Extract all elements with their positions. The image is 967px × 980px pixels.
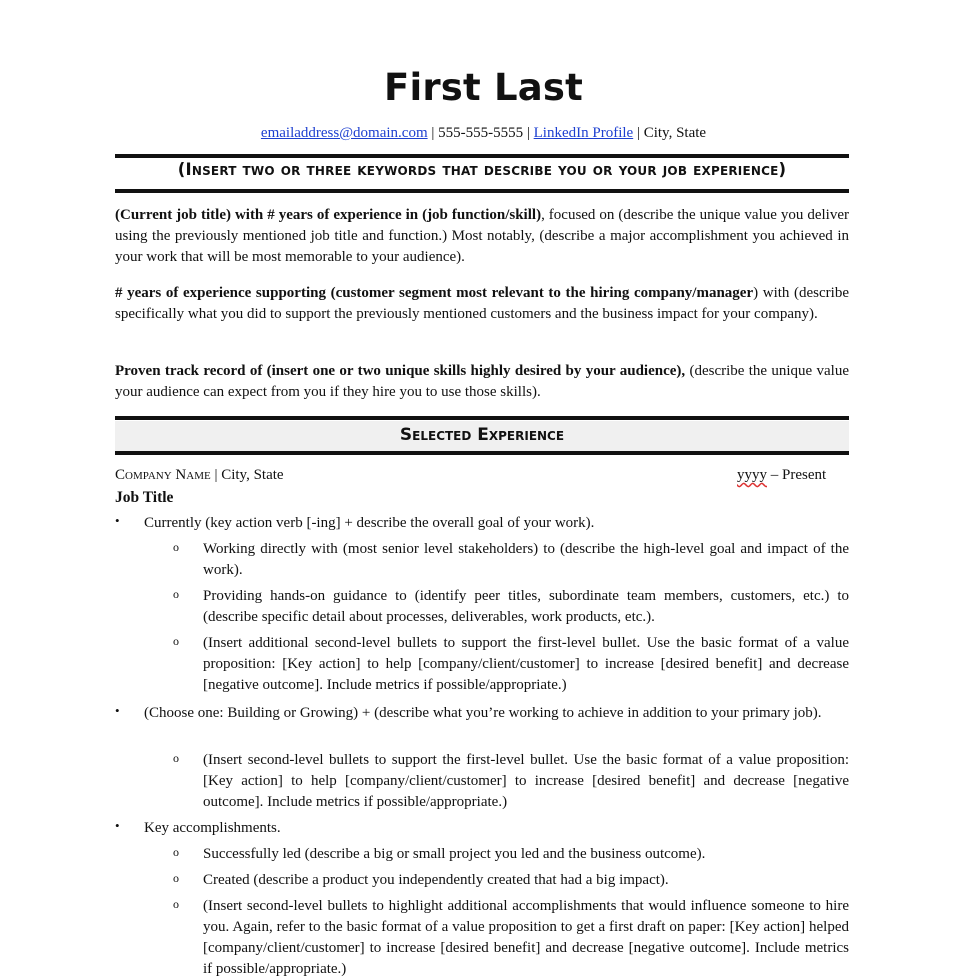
summary-text: ) with (describe specifically what you did to support the previously mentioned customers and the business impact for your company). (115, 285, 849, 322)
sub-bullet-marker: o (173, 587, 179, 601)
summary-paragraph (115, 283, 849, 325)
sub-bullet-marker: o (173, 871, 179, 885)
bullet-item: Currently (key action verb [-ing] + describe the overall goal of your work). (144, 515, 595, 531)
bullet-marker: • (115, 703, 120, 718)
sub-bullet-item: (Insert second-level bullets to highlight additional accomplishments that would influence someone to hire you. Again, refer to the basic format of a value proposition to get a first draft on paper: [Key action] helped [company/client/customer] to increase [desired benefit] and decrease [negative outcome]. Include metrics if possible/appropriate.) (203, 898, 849, 977)
separator: | (214, 467, 218, 483)
summary-paragraph (115, 205, 849, 268)
linkedin-link[interactable]: LinkedIn Profile (533, 125, 634, 141)
sub-bullet-item: Created (describe a product you independently created that had a big impact). (203, 872, 669, 888)
divider (115, 154, 849, 158)
sub-bullet-marker: o (173, 540, 179, 554)
divider (115, 416, 849, 420)
bullet-item: (Choose one: Building or Growing) + (describe what you’re working to achieve in addition to your primary job). (144, 705, 822, 721)
company-line (115, 467, 284, 484)
summary-text: (describe the unique value your audience can expect from you if they hire you to use those skills). (115, 363, 849, 400)
sub-bullet-marker: o (173, 845, 179, 859)
sub-bullet-marker: o (173, 751, 179, 765)
email-link[interactable]: emailaddress@domain.com (260, 125, 428, 141)
sub-bullet-item: (Insert additional second-level bullets to support the first-level bullet. Use the basic format of a value proposition: [Key action] to help [company/client/customer] to increase [desired benefit] and decrease [negative outcome]. Include metrics if possible/appropriate.) (203, 635, 849, 693)
sub-bullet-item: Successfully led (describe a big or small project you led and the business outcome). (203, 846, 706, 862)
separator: | (636, 125, 640, 141)
start-year: yyyy (737, 467, 767, 483)
employment-dates (737, 467, 826, 484)
job-title: Job Title (115, 489, 174, 506)
sub-bullet-marker: o (173, 634, 179, 648)
contact-line (0, 125, 967, 142)
end-date: – Present (770, 467, 827, 483)
section-title: Selected Experience (399, 425, 565, 445)
bullet-marker: • (115, 513, 120, 528)
sub-bullet-item: (Insert second-level bullets to support the first-level bullet. Use the basic format of a value proposition: [Key action] to help [company/client/customer] to increase [desired benefit] and decrease [negative outcome]. Include metrics if possible/appropriate.) (203, 752, 849, 810)
sub-bullet-item: Working directly with (most senior level stakeholders) to (describe the high-level goal and impact of the work). (203, 541, 849, 578)
company-location: City, State (221, 467, 284, 483)
divider (115, 451, 849, 455)
company-name: Company Name (115, 467, 211, 483)
summary-paragraph (115, 361, 849, 403)
sub-bullet-item: Providing hands-on guidance to (identify peer titles, subordinate team members, customers, etc.) to (describe specific detail about processes, deliverables, work products, etc.). (203, 588, 849, 625)
separator: | (526, 125, 530, 141)
keywords-heading: (Insert two or three keywords that describe you or your job experience) (177, 160, 787, 179)
summary-bold: (Current job title) with # years of experience in (job function/skill) (115, 207, 542, 223)
location: City, State (643, 125, 707, 141)
summary-bold: # years of experience supporting (customer segment most relevant to the hiring company/manager (115, 285, 754, 301)
bullet-marker: • (115, 818, 120, 833)
divider (115, 189, 849, 193)
candidate-name: First Last (383, 66, 584, 109)
separator: | (431, 125, 435, 141)
sub-bullet-marker: o (173, 897, 179, 911)
phone-number: 555-555-5555 (438, 125, 524, 141)
summary-bold: Proven track record of (insert one or two unique skills highly desired by your audience), (115, 363, 686, 379)
bullet-item: Key accomplishments. (144, 820, 281, 836)
summary-text: , focused on (describe the unique value you deliver using the previously mentioned job title and function.) Most notably, (describe a major accomplishment you achieved in your work that will be most memorable to your audience). (115, 207, 849, 265)
